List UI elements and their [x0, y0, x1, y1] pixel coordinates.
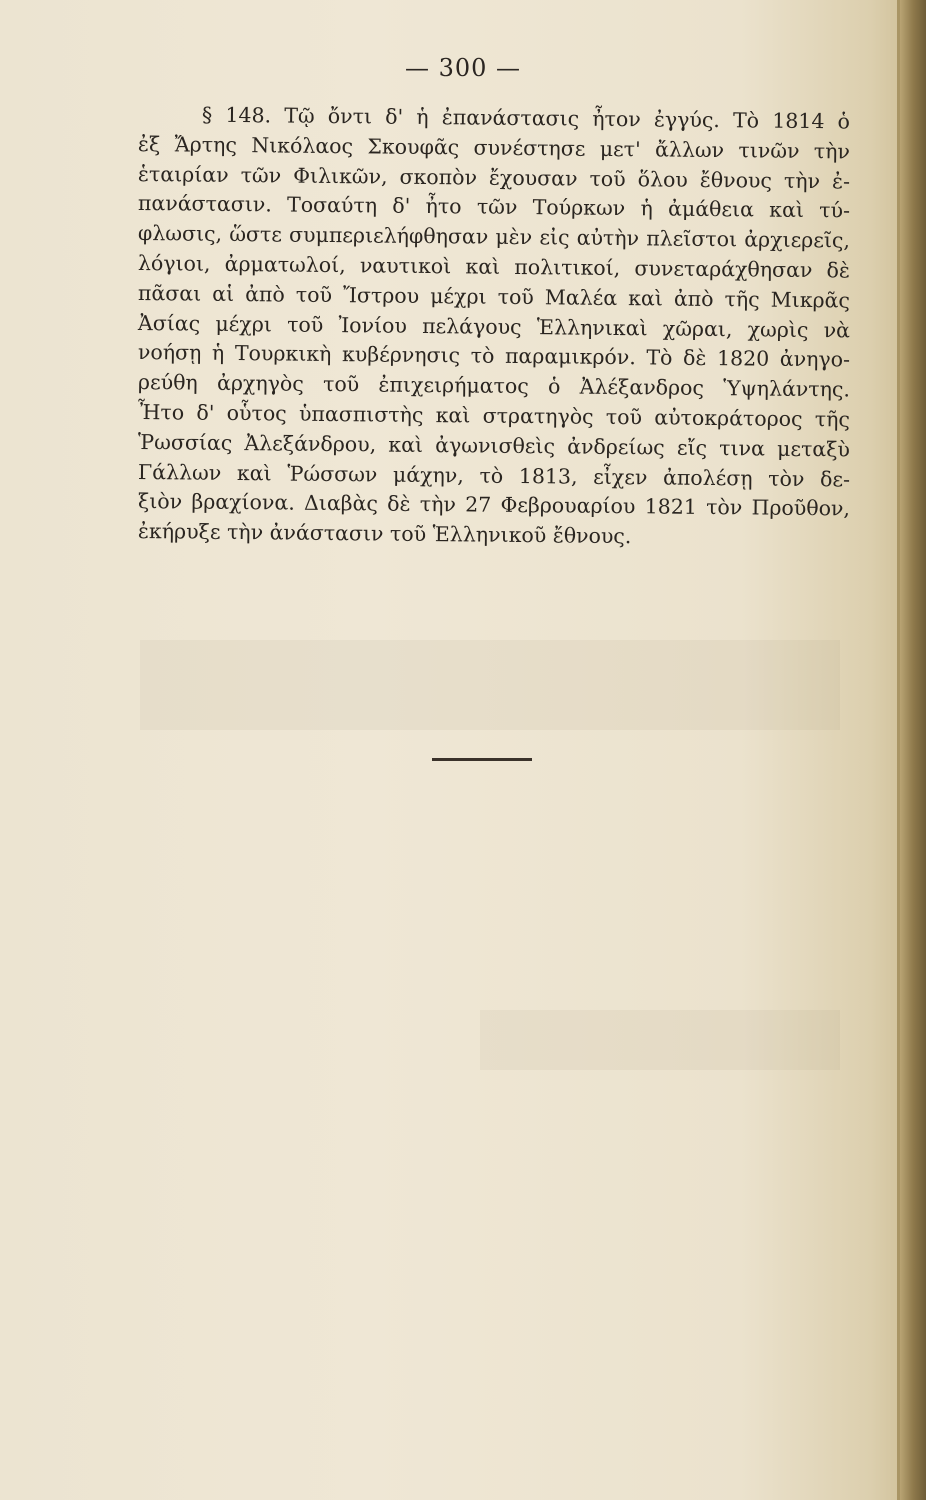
text-line: Ῥωσσίας Ἀλεξάνδρου, καὶ ἀγωνισθεὶς ἀνδρείως εἴς τινα μεταξὺ — [137, 429, 851, 462]
text-line: § 148. Τῷ ὄντι δ' ἡ ἐπανάστασις ἦτον ἐγγύς. Τὸ 1814 ὁ — [201, 102, 851, 134]
text-line: πανάστασιν. Τοσαύτη δ' ἦτο τῶν Τούρκων ἡ ἀμάθεια καὶ τύ- — [137, 191, 851, 223]
text-line: Ἀσίας μέχρι τοῦ Ἰονίου πελάγους Ἑλληνικαὶ χῶραι, χωρὶς νὰ — [137, 310, 851, 343]
text-line: ξιὸν βραχίονα. Διαβὰς δὲ τὴν 27 Φεβρουαρίου 1821 τὸν Προῦθον, — [137, 489, 851, 521]
text-line: φλωσις, ὥστε συμπεριελήφθησαν μὲν εἰς αὐτὴν πλεῖστοι ἀρχιερεῖς, — [137, 221, 851, 253]
text-line: πᾶσαι αἱ ἀπὸ τοῦ Ἴστρου μέχρι τοῦ Μαλέα καὶ ἀπὸ τῆς Μικρᾶς — [137, 280, 851, 313]
text-line: ἐκήρυξε τὴν ἀνάστασιν τοῦ Ἑλληνικοῦ ἔθνους. — [137, 519, 632, 549]
text-line: λόγιοι, ἀρματωλοί, ναυτικοὶ καὶ πολιτικοί, συνεταράχθησαν δὲ — [137, 250, 851, 283]
text-line: Ἦτο δ' οὗτος ὑπασπιστὴς καὶ στρατηγὸς τοῦ αὐτοκράτορος τῆς — [137, 399, 851, 432]
text-line: Γάλλων καὶ Ῥώσσων μάχην, τὸ 1813, εἶχεν ἀπολέσῃ τὸν δε- — [137, 459, 851, 492]
text-line: ἐξ Ἄρτης Νικόλαος Σκουφᾶς συνέστησε μετ' ἄλλων τινῶν τὴν — [137, 131, 851, 164]
paragraph-148 — [138, 100, 850, 547]
show-through-shadow — [480, 1010, 840, 1070]
book-spine — [900, 0, 926, 1500]
page-number-header: — 300 — — [404, 54, 522, 82]
section-end-rule — [432, 758, 532, 761]
text-line: νοήσῃ ἡ Τουρκικὴ κυβέρνησις τὸ παραμικρόν. Τὸ δὲ 1820 ἀνηγο- — [137, 340, 851, 372]
text-line: ρεύθη ἀρχηγὸς τοῦ ἐπιχειρήματος ὁ Ἀλέξανδρος Ὑψηλάντης. — [137, 370, 851, 402]
text-line: ἑταιρίαν τῶν Φιλικῶν, σκοπὸν ἔχουσαν τοῦ ὅλου ἔθνους τὴν ἐ- — [137, 161, 851, 194]
show-through-shadow — [140, 640, 840, 730]
